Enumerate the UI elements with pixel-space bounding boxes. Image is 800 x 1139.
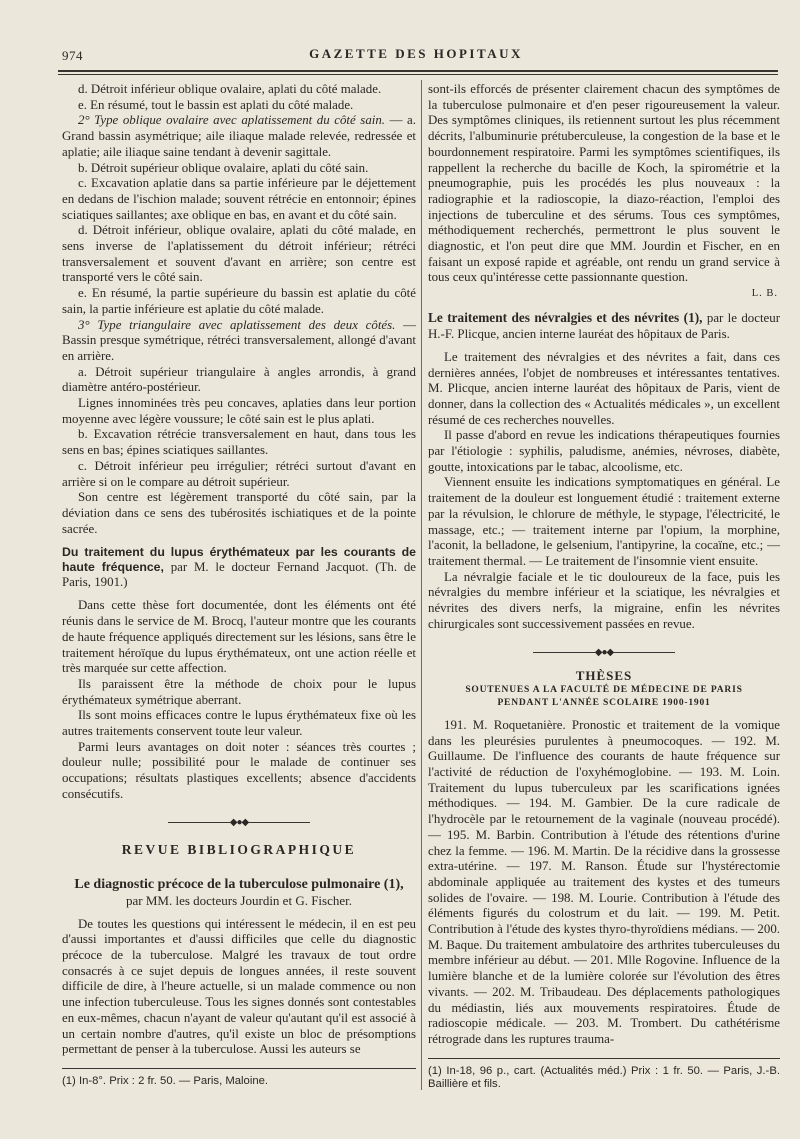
paragraph: Parmi leurs avantages on doit noter : séances très courtes ; douleur nulle; possibilité pour le malade de continuer ses occupations; résultats plastiques excellents; absence d'accidents consécutifs.: [62, 739, 416, 801]
paragraph: Dans cette thèse fort documentée, dont les éléments ont été réunis dans le service de M. Brocq, l'auteur montre que les courants de haute fréquence appliqués directement sur les lésions, sans être le traitement héroïque du lupus érythémateux, ont une action réelle et très marquée sur cette affection.: [62, 598, 416, 676]
ornament-divider: ◆●◆: [62, 815, 416, 831]
lupus-author: par M. le docteur Fernand Jacquot. (Th. de Paris, 1901.): [62, 560, 416, 590]
paragraph: [62, 318, 416, 365]
theses-list: 191. M. Roquetanière. Pronostic et traitement de la vomique dans les pleurésies purulentes à pneumocoques. — 192. M. Guillaume. De l'influence des courants de haute fréquence sur l'activité de réduction de l'oxyhémoglobine. — 193. M. Loin. Traitement du lupus tuberculeux par les scarifications ignées méthodiques. — 194. M. Gambier. De la cure radicale de l'hydrocèle par le retournement de la vaginale (nouveau procédé). — 195. M. Barbin. Contribution à l'étude des rétentions d'urine chez la femme. — 196. M. Martin. De la récidive dans la grossesse extra-utérine. — 197. M. Ranson. Étude sur l'hystérectomie abdominale appliquée au traitement des kystes et des tumeurs solides de l'ovaire. — 198. M. Lourie. Contribution à l'étude des éléments figurés du colostrum et du lait. — 199. M. Petit. Contribution à l'étude des kystes thyro-thyroïdiens médians. — 200. M. Baque. Du traitement ambulatoire des arthrites tuberculeuses du membre inférieur au début. — 201. Mlle Rogovine. Influence de la lumière blanche et de la lumière colorée sur l'évolution des êtres vivants. — 202. M. Tribaudeau. Des déplacements pathologiques du médiastin, liés aux mouvements respiratoires. Étude de radioscopie médicale. — 203. M. Trombert. Du cathétérisme rétrograde dans les ruptures trauma-: [428, 717, 780, 1046]
type-heading: 3° Type triangulaire avec aplatissement des deux côtés.: [78, 317, 396, 332]
footnote-rule: [62, 1068, 416, 1069]
header-rule-thin: [58, 74, 778, 75]
paragraph: e. En résumé, la partie supérieure du bassin est aplatie du côté sain, la partie inférieure est aplatie du côté malade.: [62, 286, 416, 316]
paragraph: sont-ils efforcés de présenter clairement chacun des symptômes de la tuberculose pulmonaire et d'en peser rigoureusement la valeur. Des symptômes cliniques, ils retiennent surtout les plus récemment décrits, l'albuminurie prétuberculeuse, la congestion de la base et le bourdonnement respiratoire. Parmi les symptômes scientifiques, ils rappellent la recherche du bacille de Koch, la spirométrie et la pneumographie, puis les procédés les plus nouveaux : la radiographie et la radioscopie, la diazo-réaction, l'emploi des injections de tuberculine et des sérums. Tous ces symptômes, méthodiquement recherchés, permettront le plus souvent le diagnostic, et l'on peut dire que MM. Jourdin et Fischer, en en faisant un exposé rapide et agréable, ont rendu un grand service à tous ceux qu'intéresse cette passionnante question.: [428, 82, 780, 285]
paragraph: La névralgie faciale et le tic douloureux de la face, puis les névralgies du membre inférieur et la sciatique, les névralgies et névrites des divers nerfs, la migraine, enfin les névrites chirurgicales sont successivement passées en revue.: [428, 569, 780, 631]
article-title: [428, 310, 780, 342]
paragraph: b. Détroit supérieur oblique ovalaire, aplati du côté sain.: [78, 160, 369, 175]
type-heading: 2° Type oblique ovalaire avec aplatissement du côté sain.: [78, 113, 386, 128]
article-title: [62, 545, 416, 590]
signature: L. B.: [751, 288, 778, 300]
tb-article-title: Le diagnostic précoce de la tuberculose pulmonaire (1),: [74, 876, 404, 892]
paragraph: c. Excavation aplatie dans sa partie inférieure par le déjettement en dedans de l'ischion malade; souvent rétrécie en entonnoir; épines sciatiques saillantes; axe oblique en bas, en avant et du côté sain.: [62, 176, 416, 222]
paragraph: Lignes innominées très peu concaves, aplaties dans leur portion moyenne avec légère voussure; le côté sain est le plus aplati.: [62, 396, 416, 426]
journal-title: GAZETTE DES HOPITAUX: [309, 46, 523, 61]
signature-row: [428, 286, 780, 302]
theses-subheading: PENDANT L'ANNÉE SCOLAIRE 1900-1901: [497, 697, 711, 708]
paragraph: De toutes les questions qui intéressent le médecin, il en est peu d'aussi importantes et d'aussi difficiles que celle du diagnostic précoce de la tuberculose. Malgré les travaux de tout ordre consacrés à ce sujet depuis de longues années, il reste souvent difficile de dire, à l'heure actuelle, si un malade commence ou non une infection tuberculeuse. Tous les signes donnés sont contestables en eux-mêmes, chacun n'ayant de valeur qu'autant qu'il est associé à un certain nombre d'autres, qu'il existe un bloc de présomptions permettant de penser à la tuberculose. Aussi les auteurs se: [62, 916, 416, 1057]
paragraph: a. Détroit supérieur triangulaire à angles arrondis, à grand diamètre antéro-postérieur.: [62, 364, 416, 395]
column-divider: [421, 80, 422, 1090]
theses-subheading: SOUTENUES A LA FACULTÉ DE MÉDECINE DE PARIS: [465, 684, 743, 695]
paragraph: Son centre est légèrement transporté du côté sain, par la déviation dans ce sens des tubérosités ischiatiques et de la pointe sacrée.: [62, 490, 416, 536]
theses-heading: THÈSES: [575, 668, 633, 684]
footnote: (1) In-8°. Prix : 2 fr. 50. — Paris, Maloine.: [62, 1074, 269, 1087]
ornament-divider: ◆●◆: [428, 645, 780, 661]
paragraph: d. Détroit inférieur, oblique ovalaire, aplati du côté malade, en sens inverse de l'aplatissement du détroit inférieur; rétréci transversalement et souvent d'avant en arrière; son centre est transporté vers le côté sain.: [62, 223, 416, 285]
nev-title: Le traitement des névralgies et des névrites (1),: [428, 309, 703, 325]
paragraph-text: — Bassin presque symétrique, rétréci transversalement, allongé d'avant en arrière.: [62, 317, 416, 363]
paragraph: c. Détroit inférieur peu irrégulier; rétréci surtout d'avant en arrière si on le compare au détroit supérieur.: [62, 458, 416, 489]
paragraph: Il passe d'abord en revue les indications thérapeutiques fournies par l'étiologie : syphilis, paludisme, anémies, névroses, diabète, goutte, intoxications par le tabac, alcoolisme, etc.: [428, 428, 780, 474]
page-number: 974: [62, 48, 83, 63]
header-rule: [58, 70, 778, 72]
page-header: [58, 42, 774, 64]
section-heading: REVUE BIBLIOGRAPHIQUE: [121, 842, 357, 858]
nev-author: par le docteur H.-F. Plicque, ancien interne lauréat des hôpitaux de Paris.: [428, 310, 780, 341]
paragraph: [62, 113, 416, 160]
paragraph: Viennent ensuite les indications symptomatiques en général. Le traitement de la douleur est longuement étudié : traitement externe par la révulsion, le chlorure de méthyle, le stypage, l'électricité, le massage, etc.; — traitement interne par l'opium, la morphine, l'aconit, la belladone, le gelsenium, l'antipyrine, la cocaïne, etc.; — traitement thermal. — Le traitement de l'insomnie vient ensuite.: [428, 475, 780, 568]
footnote-rule: [428, 1058, 780, 1059]
paragraph: b. Excavation rétrécie transversalement en haut, dans tous les sens en bas; épines sciatiques saillantes.: [62, 427, 416, 458]
paragraph: Le traitement des névralgies et des névrites a fait, dans ces dernières années, l'objet de nombreuses et intéressantes tentatives. M. Plicque, ancien interne lauréat des hôpitaux de Paris, vient de donner, dans la collection des « Actualités médicales », un excellent résumé de ces recherches nouvelles.: [428, 349, 780, 427]
lupus-title: Du traitement du lupus érythémateux par les courants de haute fréquence,: [62, 545, 416, 575]
paragraph-text: — a. Grand bassin asymétrique; aile iliaque malade relevée, redressée et aplatie; aile iliaque saine tendant à devenir sagittale.: [62, 113, 416, 159]
footnote: (1) In-18, 96 p., cart. (Actualités méd.) Prix : 1 fr. 50. — Paris, J.-B. Baillière et fils.: [428, 1064, 780, 1091]
right-column: [428, 82, 780, 1092]
paragraph: Ils paraissent être la méthode de choix pour le lupus érythémateux symétrique aberrant.: [62, 676, 416, 707]
left-column: [62, 82, 416, 1088]
tb-authors: par MM. les docteurs Jourdin et G. Fischer.: [125, 892, 353, 908]
paragraph: d. Détroit inférieur oblique ovalaire, aplati du côté malade.: [78, 82, 382, 96]
paragraph: e. En résumé, tout le bassin est aplati du côté malade.: [78, 97, 354, 112]
paragraph: Ils sont moins efficaces contre le lupus érythémateux fixe où les autres traitements conservent toute leur valeur.: [62, 708, 416, 739]
